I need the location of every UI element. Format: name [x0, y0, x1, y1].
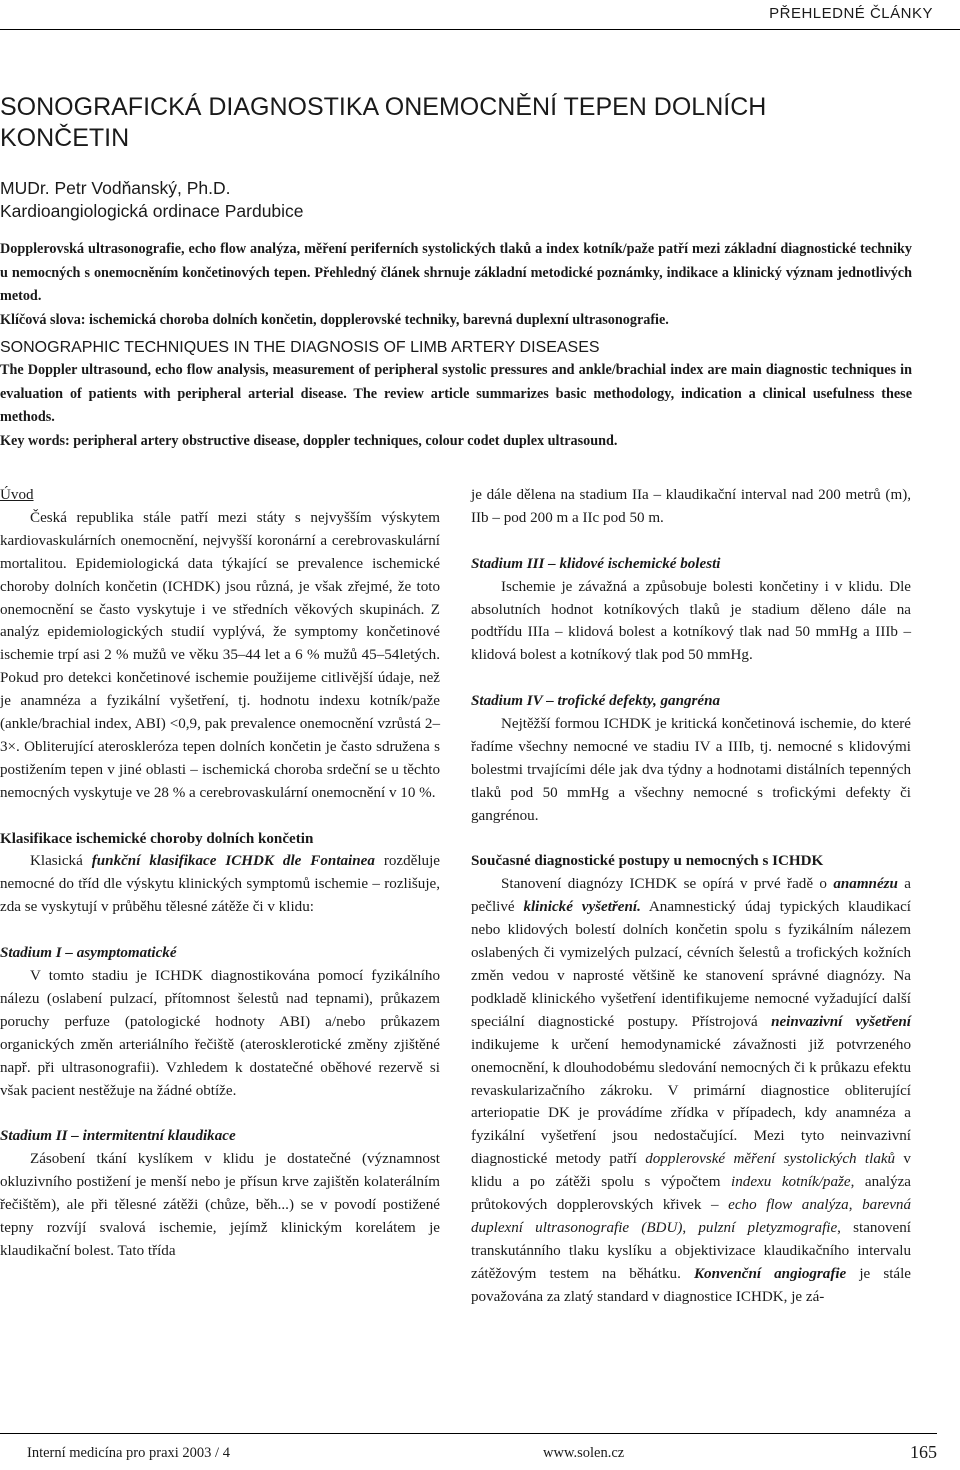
running-header	[0, 0, 960, 30]
keywords-en: Key words: peripheral artery obstructive disease, doppler techniques, colour codet duplex ultrasound.	[0, 432, 618, 449]
website-text: www.solen.cz	[543, 1445, 625, 1461]
page-footer	[0, 1433, 937, 1470]
section-heading-klasifikace: Klasifikace ischemické choroby dolních končetin	[0, 830, 314, 847]
abstract-block	[0, 238, 912, 453]
author-block	[0, 177, 920, 223]
stage-1-paragraph: V tomto stadiu je ICHDK diagnostikována pomocí fyzikálního nálezu (oslabení pulzací, přítomnost šelestů nad tepnami), průkazem poruchy perfuze (patologické hodnoty ABI) a/nebo průkazem organických změn arteriálního řečiště (aterosklerotické změny zjištěné např. při ultrasonografii). Vzhledem k dostatečné oběhové rezervě si však pacient nestěžuje na žádné obtíže.	[0, 968, 440, 1099]
stage-4-paragraph: Nejtěžší formou ICHDK je kritická končetinová ischemie, do které řadíme všechny nemocné ve stadiu IV a IIIb, tj. nemocné s klidovými bolestmi trvajícími déle jak dva týdny a hodnotami distálních tepenných tlaků pod 50 mmHg a všechny nemocné s trofickými defekty či gangrénou.	[471, 716, 911, 824]
diagnostics-paragraph: Stanovení diagnózy ICHDK se opírá v prvé řadě o anamnézu a pečlivé klinické vyšetření. Anamnestický údaj typických klaudikací nebo klidových bolestí dolních končetin spolu s fyzikálním nálezem oslabených či vymizelých pulzací, cévních šelestů a trofických kožních změn vedou v naprosté většině ke stanovení správné diagnózy. Na podkladě klinického vyšetření identifikujeme nemocné vyžadující další speciální diagnostické postupy. Přístrojová neinvazivní vyšetření indikujeme k určení hemodynamické závažnosti již potvrzeného onemocnění, k dlouhodobému sledování nemocných či k průkazu efektu revaskularizačního zákroku. V primární diagnostice obliterující arteriopatie DK je provádíme zřídka v případech, kdy anamnéza a fyzikální vyšetření jsou nedostačující. Mezi tyto neinvazivní diagnostické metody patří dopplerovské měření systolických tlaků v klidu a po zátěži spolu s výpočtem indexu kotník/paže, analýza průtokových dopplerovských křivek – echo flow analýza, barevná duplexní ultrasonografie (BDU), pulzní pletyzmografie, stanovení transkutánního tlaku kyslíku a objektivizace klaudikačního intervalu zátěžovým testem na běhátku. Konvenční angiografie je stále považována za zlatý standard v diagnostice ICHDK, je zá-	[471, 876, 912, 1305]
keywords-cz: Klíčová slova: ischemická choroba dolních končetin, dopplerovské techniky, barevná duplexní ultrasonografie.	[0, 311, 669, 328]
klasifikace-paragraph: Klasická funkční klasifikace ICHDK dle Fontainea rozděluje nemocné do tříd dle výskytu klinických symptomů ischemie – rozlišuje, zda se vyskytují v průběhu tělesné zátěže či v klidu:	[0, 853, 440, 916]
section-heading-diagnostics: Současné diagnostické postupy u nemocných s ICHDK	[471, 853, 824, 870]
journal-citation: Interní medicína pro praxi 2003 / 4	[27, 1445, 230, 1461]
stage-1-heading: Stadium I – asymptomatické	[0, 945, 177, 962]
article-title	[0, 92, 920, 154]
page-number: 165	[910, 1442, 937, 1462]
author-affiliation: Kardioangiologická ordinace Pardubice	[0, 201, 304, 221]
stage-2-paragraph: Zásobení tkání kyslíkem v klidu je dostatečné (významnost okluzivního postižení je menší nebo je přísun krve zajištěn kolaterálním řečištěm), ale při tělesné zátěži (chůze, běh...) se v povodí postižené tepny rozvíjí svalová ischemie, jejímž klinickým korelátem je klaudikační bolest. Tato třída	[0, 1151, 440, 1259]
section-label: PŘEHLEDNÉ ČLÁNKY	[769, 5, 933, 22]
stage-2-heading: Stadium II – intermitentní klaudikace	[0, 1128, 236, 1145]
abstract-en: The Doppler ultrasound, echo flow analysis, measurement of peripheral systolic pressures and ankle/brachial index are main diagnostic techniques in evaluation of patients with peripheral arterial disease. The review article summarizes basic methodology, indication a clinical usefulness these methods.	[0, 362, 912, 425]
author-name: MUDr. Petr Vodňanský, Ph.D.	[0, 178, 231, 198]
stage-2-continuation: je dále dělena na stadium IIa – klaudikační interval nad 200 metrů (m), IIb – pod 200 m a IIc pod 50 m.	[471, 487, 911, 526]
stage-4-heading: Stadium IV – trofické defekty, gangréna	[471, 693, 721, 710]
title-line-2: KONČETIN	[0, 124, 130, 152]
abstract-cz: Dopplerovská ultrasonografie, echo flow analýza, měření periferních systolických tlaků a index kotník/paže patří mezi základní diagnostické techniky u nemocných s onemocněním končetinových tepen. Přehledný článek shrnuje základní metodické poznámky, indikace a klinický význam jednotlivých metod.	[0, 241, 912, 304]
uvod-paragraph: Česká republika stále patří mezi státy s nejvyšším výskytem kardiovaskulárních onemocnění, nejvyšší koronární a cerebrovaskulární mortalitou. Epidemiologická data týkající se prevalence ischemické choroby dolních končetin (ICHDK) jsou různá, je však zřejmé, že toto onemocnění se často vyskytuje i ve středních věkových skupinách. Z analýz epidemiologických studií vyplývá, že symptomy končetinové ischemie trpí asi 2 % mužů ve věku 35–44 let a 6 % mužů 45–54letých. Pokud pro detekci končetinové ischemie použijeme citlivější údaje, než je anamnéza a fyzikální vyšetření, tj. hodnotu indexu kotník/paže (ankle/brachial index, ABI) <0,9, pak prevalence onemocnění vzrůstá 2–3×. Obliterující ateroskleróza tepen dolních končetin je často sdružena s postižením tepen v jiné oblasti – ischemická choroba srdeční se u těchto nemocných vyskytuje ve 28 % a cerebrovaskulární onemocnění v 10 %.	[0, 509, 440, 801]
left-column	[0, 484, 440, 1263]
title-line-1: SONOGRAFICKÁ DIAGNOSTIKA ONEMOCNĚNÍ TEPEN DOLNÍCH	[0, 93, 767, 121]
stage-3-heading: Stadium III – klidové ischemické bolesti	[471, 555, 721, 572]
abstract-en-title: SONOGRAPHIC TECHNIQUES IN THE DIAGNOSIS OF LIMB ARTERY DISEASES	[0, 339, 600, 356]
section-heading-uvod: Úvod	[0, 487, 34, 503]
right-column	[471, 484, 911, 1309]
stage-3-paragraph: Ischemie je závažná a způsobuje bolesti končetiny i v klidu. Dle absolutních hodnot kotníkových tlaků je stadium děleno dále na podtřídu IIIa – klidová bolest a kotníkový tlak nad 50 mmHg a IIIb – klidová bolest a kotníkový tlak pod 50 mmHg.	[471, 578, 911, 664]
